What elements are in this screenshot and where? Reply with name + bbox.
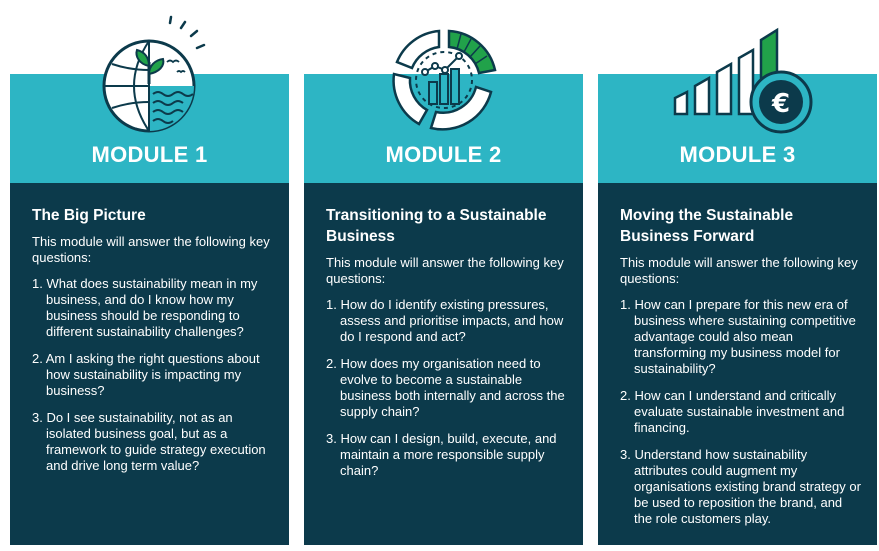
module-3-question-2: 2. How can I understand and critically evaluate sustainable investment and financing. xyxy=(620,388,845,435)
module-3-header xyxy=(598,74,877,183)
module-3-question-list xyxy=(620,297,863,527)
module-3-question-1: 1. How can I prepare for this new era of business where sustaining competitive advantage could also mean transforming my business model for sustainability? xyxy=(620,297,856,376)
module-1-intro: This module will answer the following key questions: xyxy=(32,234,270,265)
module-3-body xyxy=(598,183,877,545)
module-3-title: MODULE 3 xyxy=(679,142,796,167)
module-1-question-1: 1. What does sustainability mean in my business, and do I know how my business should be responding to different sustainability challenges? xyxy=(32,276,258,339)
module-2-title: MODULE 2 xyxy=(385,142,502,167)
module-1-body xyxy=(10,183,289,545)
module-2-question-2: 2. How does my organisation need to evolve to become a sustainable business both internally and across the supply chain? xyxy=(326,356,565,419)
module-1-card xyxy=(10,74,289,545)
module-2-intro: This module will answer the following key questions: xyxy=(326,255,564,286)
module-1-question-list xyxy=(32,276,275,474)
module-2-question-1: 1. How do I identify existing pressures, assess and prioritise impacts, and how do I respond and act? xyxy=(326,297,564,344)
module-2-header xyxy=(304,74,583,183)
svg-text:€: € xyxy=(771,89,790,119)
module-2-body xyxy=(304,183,583,545)
module-3-card xyxy=(598,74,877,545)
module-2-question-list xyxy=(326,297,569,479)
module-3-heading: Moving the Sustainable Business Forward xyxy=(620,207,794,245)
module-2-heading: Transitioning to a Sustainable Business xyxy=(326,207,547,245)
module-1-question-2: 2. Am I asking the right questions about how sustainability is impacting my business? xyxy=(32,351,260,398)
module-3-intro: This module will answer the following key questions: xyxy=(620,255,858,286)
module-3-question-3: 3. Understand how sustainability attributes could augment my organisations existing brand strategy or be used to reposition the brand, and the role customers play. xyxy=(620,447,861,526)
module-1-header xyxy=(10,74,289,183)
analytics-gauge-icon xyxy=(379,14,509,144)
module-1-question-3: 3. Do I see sustainability, not as an isolated business goal, but as a framework to guide strategy execution and drive long term value? xyxy=(32,410,266,473)
module-1-title: MODULE 1 xyxy=(91,142,208,167)
module-1-heading: The Big Picture xyxy=(32,207,146,224)
globe-plant-icon xyxy=(85,14,215,144)
module-2-question-3: 3. How can I design, build, execute, and maintain a more responsible supply chain? xyxy=(326,431,557,478)
module-2-card xyxy=(304,74,583,545)
euro-growth-icon xyxy=(663,14,813,144)
